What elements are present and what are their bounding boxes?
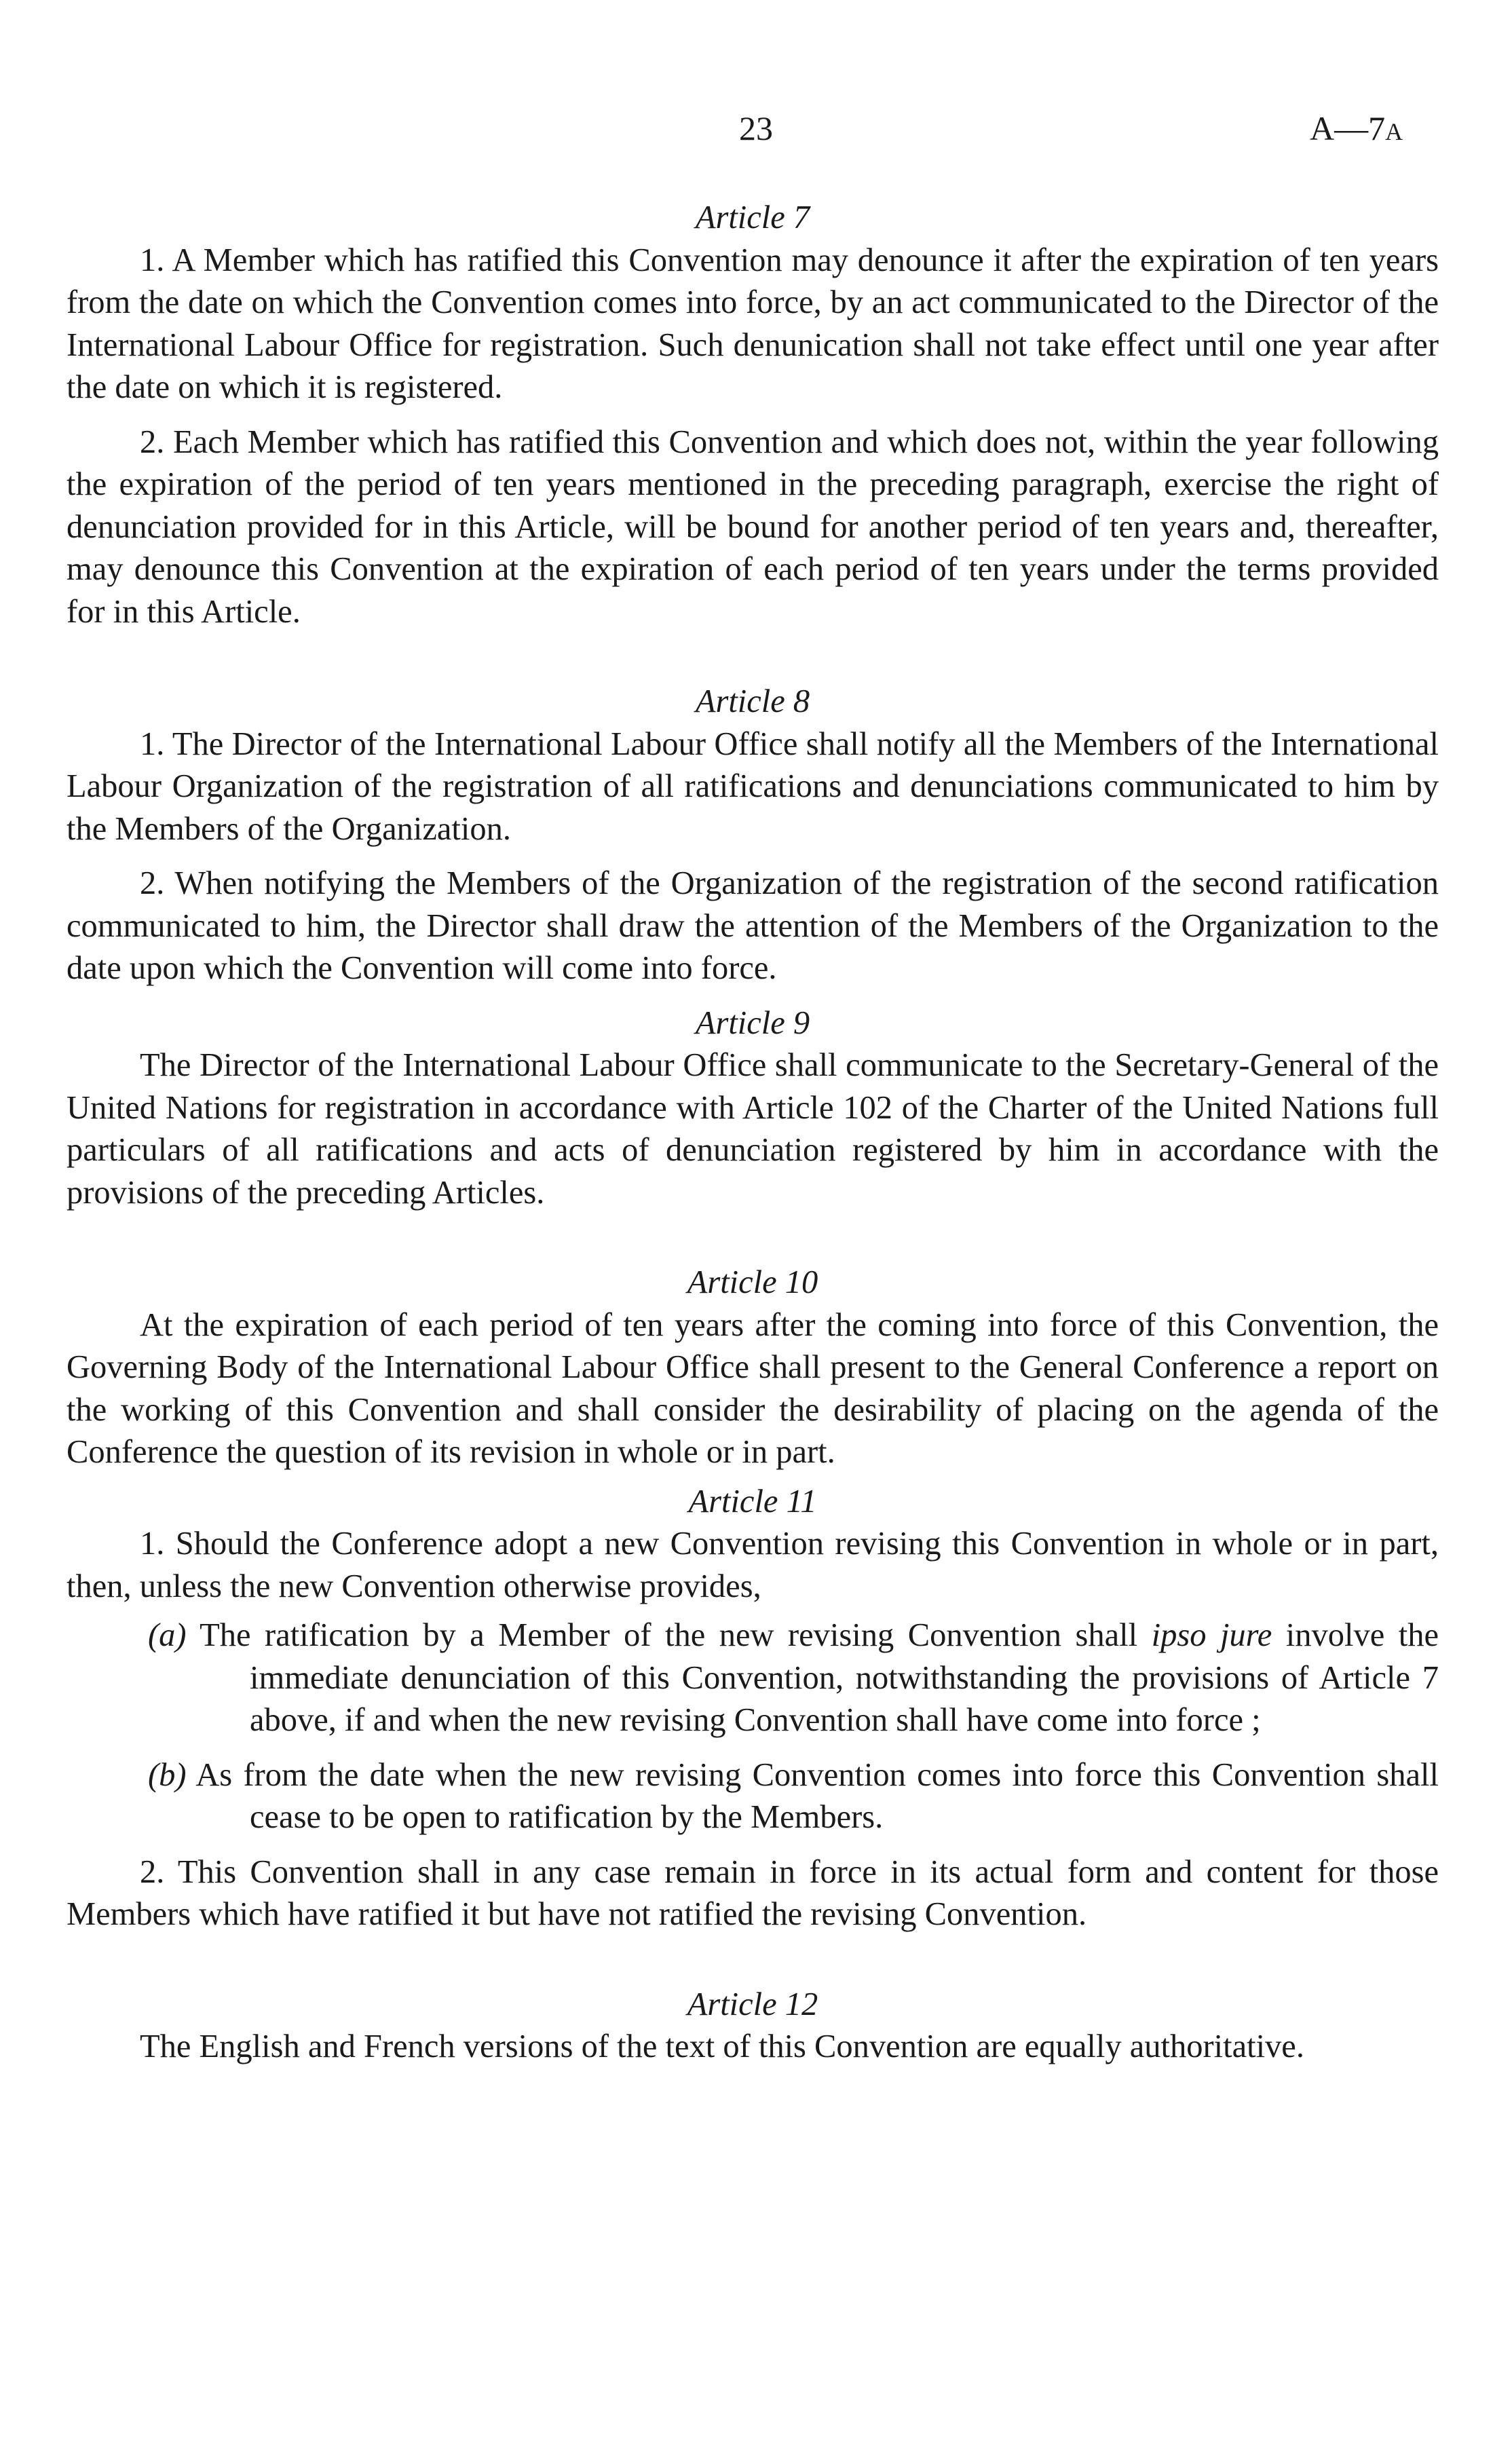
article-7-paragraph-1: 1. A Member which has ratified this Convention may denounce it after the expiration of ten years from the date on which the Convention comes into force, by an act communicated to the Director of the International Labour Office for registration. Such denunication shall not take effect until one year after the date on which it is registered. <box>67 242 1439 405</box>
article-11-sub-list <box>67 1615 1439 1839</box>
article-7-heading: Article 7 <box>695 200 810 235</box>
article-8-paragraph-1: 1. The Director of the International Labour Office shall notify all the Members of the International Labour Organization of the registration of all ratifications and denunciations communicated to him by the Members of the Organization. <box>67 725 1439 847</box>
item-a-italic-term: ipso jure <box>1151 1617 1272 1653</box>
document-reference <box>1310 109 1403 148</box>
page-number: 23 <box>739 109 773 147</box>
article-12-heading: Article 12 <box>687 1986 818 2022</box>
article-10-heading: Article 10 <box>687 1264 818 1300</box>
article-11-item-b <box>67 1754 1439 1839</box>
document-body <box>67 197 1439 2069</box>
item-a-text-before: The ratification by a Member of the new revising Convention shall <box>200 1617 1138 1653</box>
article-7-paragraph-2: 2. Each Member which has ratified this Convention and which does not, within the year following the expiration of the period of ten years mentioned in the preceding paragraph, exercise the right of denunciation provided for in this Article, will be bound for another period of ten years and, thereafter, may denounce this Convention at the expiration of each period of ten years under the terms provided for in this Article. <box>67 423 1439 630</box>
article-12-paragraph-1: The English and French versions of the text of this Convention are equally authoritative. <box>140 2028 1304 2064</box>
article-11-intro: 1. Should the Conference adopt a new Convention revising this Convention in whole or in part, then, unless the new Convention otherwise provides, <box>67 1526 1439 1604</box>
item-a-letter: (a) <box>148 1617 187 1653</box>
article-11-heading: Article 11 <box>688 1483 817 1519</box>
article-9-heading: Article 9 <box>695 1004 810 1041</box>
item-b-letter: (b) <box>148 1756 187 1793</box>
article-10-paragraph-1: At the expiration of each period of ten years after the coming into force of this Convention, the Governing Body of the International Labour Office shall present to the General Conference a report on the working of this Convention and shall consider the desirability of placing on the agenda of the Conference the question of its revision in whole or in part. <box>67 1306 1439 1470</box>
document-reference-main: A—7 <box>1310 109 1386 147</box>
article-9-paragraph-1: The Director of the International Labour Office shall communicate to the Secretary-General of the United Nations for registration in accordance with Article 102 of the Charter of the United Nations full particulars of all ratifications and acts of denunciation registered by him in accordance with the provisions of the preceding Articles. <box>67 1047 1439 1211</box>
item-a-text-after: involve the immediate denunciation of this Convention, notwithstanding the provisions of Article 7 above, if and when the new revising Convention shall have come into force ; <box>250 1617 1439 1738</box>
item-b-text: As from the date when the new revising Convention comes into force this Convention shall cease to be open to ratification by the Members. <box>195 1756 1439 1835</box>
article-11-item-a <box>67 1615 1439 1742</box>
document-reference-suffix: A <box>1385 118 1403 145</box>
article-8-paragraph-2: 2. When notifying the Members of the Organization of the registration of the second ratification communicated to him, the Director shall draw the attention of the Members of the Organization to the date upon which the Convention will come into force. <box>67 865 1439 986</box>
article-8-heading: Article 8 <box>695 683 810 719</box>
article-11-closing: 2. This Convention shall in any case remain in force in its actual form and content for those Members which have ratified it but have not ratified the revising Convention. <box>67 1853 1439 1932</box>
